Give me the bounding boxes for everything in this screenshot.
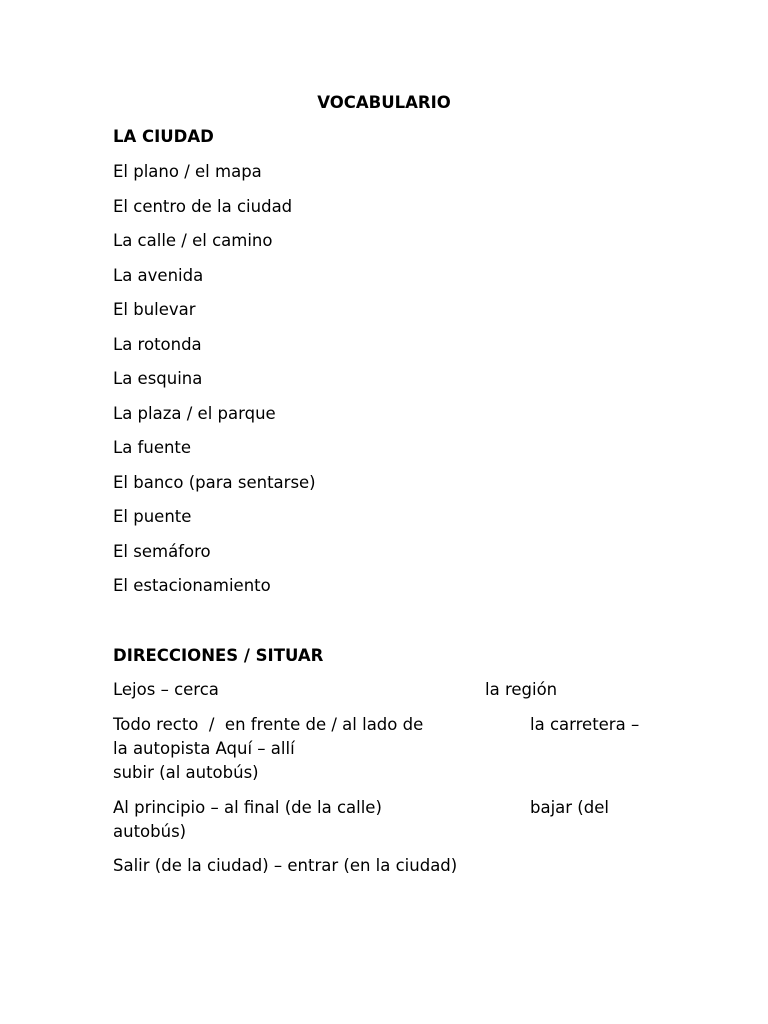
- list-item: La fuente: [113, 438, 192, 457]
- list-item: La rotonda: [113, 334, 202, 354]
- list-item: El centro de la ciudad: [113, 196, 293, 216]
- list-item: El plano / el mapa: [113, 162, 262, 181]
- directions-row2-right: la carretera –: [530, 715, 640, 734]
- directions-row3-line2: autobús): [113, 822, 187, 841]
- section-heading-city: LA CIUDAD: [113, 127, 214, 146]
- list-item: El banco (para sentarse): [113, 472, 316, 492]
- directions-row2-line3: subir (al autobús): [113, 763, 259, 782]
- directions-row1-left: Lejos – cerca: [113, 680, 219, 699]
- directions-row1-right: la región: [485, 680, 558, 699]
- city-vocabulary-list: [113, 162, 316, 611]
- directions-row4: Salir (de la ciudad) – entrar (en la ciudad): [113, 856, 458, 875]
- list-item: La esquina: [113, 369, 203, 388]
- list-item: El puente: [113, 507, 192, 526]
- document-title: VOCABULARIO: [317, 93, 451, 112]
- directions-row2-line2: la autopista Aquí – allí: [113, 739, 295, 758]
- directions-row3-left: Al principio – al final (de la calle): [113, 798, 382, 817]
- list-item: La calle / el camino: [113, 231, 273, 250]
- section-heading-directions: DIRECCIONES / SITUAR: [113, 646, 324, 665]
- list-item: La avenida: [113, 265, 204, 285]
- list-item: El semáforo: [113, 541, 211, 561]
- directions-row2-left: Todo recto / en frente de / al lado de: [113, 715, 424, 734]
- list-item: El bulevar: [113, 300, 196, 319]
- list-item: La plaza / el parque: [113, 403, 276, 423]
- directions-row3-right: bajar (del: [530, 798, 609, 817]
- list-item: El estacionamiento: [113, 576, 271, 595]
